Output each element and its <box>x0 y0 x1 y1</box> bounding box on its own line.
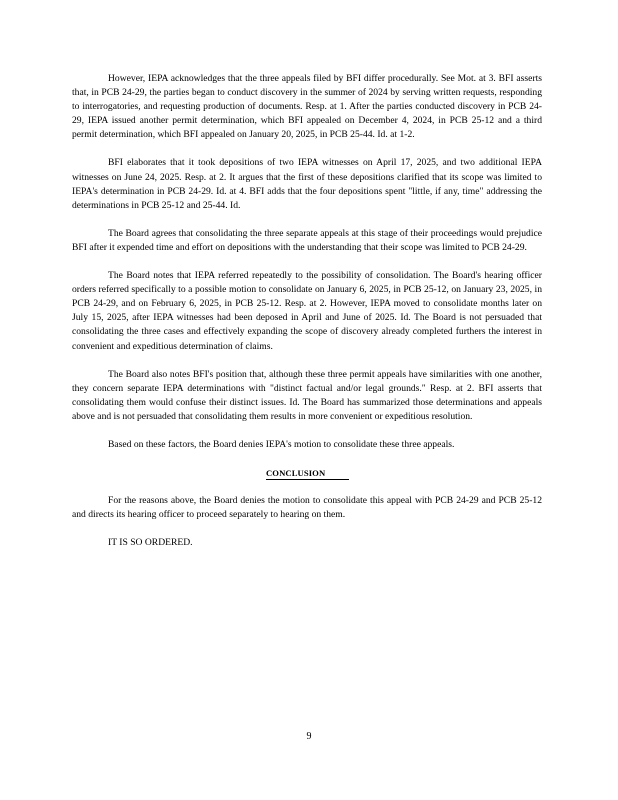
conclusion-paragraph: For the reasons above, the Board denies the motion to consolidate this appeal with PCB 24-29 and PCB 25-12 and directs its hearing officer to proceed separately to hearing on them. <box>72 495 542 521</box>
paragraph-denial: Based on these factors, the Board denies IEPA's motion to consolidate these three appeals. <box>108 438 455 450</box>
conclusion-heading-text: CONCLUSION <box>266 468 349 480</box>
document-body <box>72 72 542 550</box>
paragraph-prejudice: The Board agrees that consolidating the three separate appeals at this stage of their proceedings would prejudice BFI after it expended time and effort on depositions with the understanding that their scope was limited to PCB 24-29. <box>72 227 542 253</box>
page-number: 9 <box>306 731 312 742</box>
conclusion-heading <box>72 466 542 480</box>
order-statement: IT IS SO ORDERED. <box>108 537 193 549</box>
paragraph-depositions: BFI elaborates that it took depositions of two IEPA witnesses on April 17, 2025, and two additional IEPA witnesses on June 24, 2025. Resp. at 2. It argues that the first of these depositions clarified that its scope was limited to IEPA's determination in PCB 24-29. Id. at 4. BFI adds that the four depositions spent "little, if any, time" addressing the determinations in PCB 25-12 and 25-44. Id. <box>72 157 542 211</box>
paragraph-procedural-difference: However, IEPA acknowledges that the three appeals filed by BFI differ procedurally. See Mot. at 3. BFI asserts that, in PCB 24-29, the parties began to conduct discovery in the summer of 2024 by serving written requests, responding to interrogatories, and requesting production of documents. Resp. at 1. After the parties conducted discovery in PCB 24-29, IEPA issued another permit determination, which BFI appealed on December 4, 2024, in PCB 25-12 and a third permit determination, which BFI appealed on January 20, 2025, in PCB 25-44. Id. at 1-2. <box>72 73 542 141</box>
paragraph-consolidation-history: The Board notes that IEPA referred repeatedly to the possibility of consolidation. The Board's hearing officer orders referred specifically to a possible motion to consolidate on January 6, 2025, in PCB 25-12, on January 23, 2025, in PCB 24-29, and on February 6, 2025, in PCB 25-12. Resp. at 2. However, IEPA moved to consolidate months later on July 15, 2025, after IEPA witnesses had been deposed in April and June of 2025. Id. The Board is not persuaded that consolidating the three cases and effectively expanding the scope of discovery already completed furthers the interest in convenient and expeditious determination of claims. <box>72 270 542 352</box>
paragraph-distinct-issues: The Board also notes BFI's position that, although these three permit appeals have similarities with one another, they concern separate IEPA determinations with "distinct factual and/or legal grounds." Resp. at 2. BFI asserts that consolidating them would confuse their distinct issues. Id. The Board has summarized those determinations and appeals above and is not persuaded that consolidating them results in more convenient or expeditious resolution. <box>72 368 542 422</box>
